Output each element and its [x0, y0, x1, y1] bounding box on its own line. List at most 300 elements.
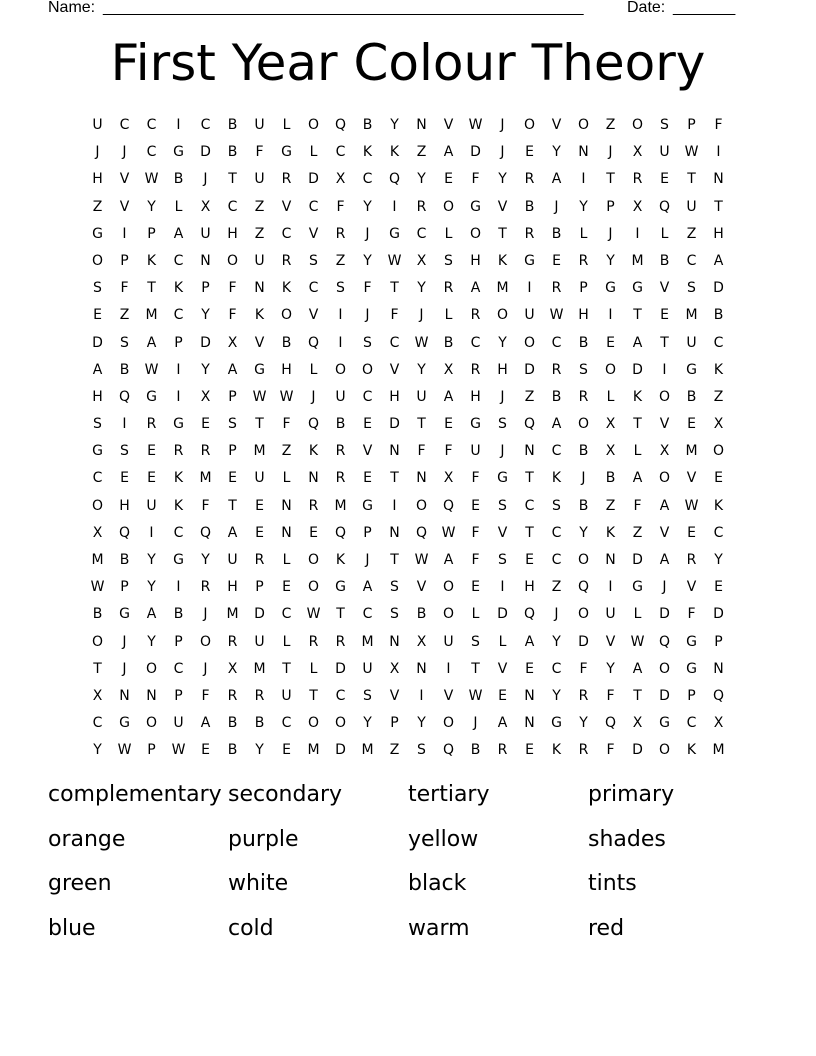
- grid-cell: D: [92, 334, 103, 351]
- grid-cell: S: [498, 416, 507, 433]
- word-list-item: white: [228, 871, 289, 897]
- word-list-item: tints: [588, 871, 637, 897]
- grid-cell: P: [579, 280, 588, 297]
- grid-cell: O: [577, 552, 590, 568]
- grid-cell: U: [605, 606, 616, 623]
- grid-cell: T: [390, 280, 399, 297]
- grid-cell: Y: [363, 715, 372, 732]
- word-list-item: cold: [228, 915, 274, 941]
- grid-cell: Y: [552, 687, 561, 704]
- grid-cell: Z: [524, 388, 535, 405]
- grid-cell: M: [226, 606, 239, 623]
- grid-cell: X: [659, 443, 670, 460]
- grid-cell: T: [633, 307, 642, 324]
- grid-cell: E: [93, 307, 102, 324]
- grid-cell: R: [443, 280, 454, 297]
- grid-cell: X: [416, 633, 427, 650]
- grid-cell: H: [713, 225, 724, 242]
- grid-cell: G: [281, 144, 292, 161]
- grid-cell: B: [551, 225, 562, 242]
- grid-cell: V: [254, 334, 265, 351]
- grid-cell: Y: [606, 660, 615, 677]
- grid-cell: T: [525, 470, 534, 487]
- grid-cell: T: [255, 416, 264, 433]
- grid-cell: O: [442, 198, 455, 215]
- grid-cell: K: [173, 497, 184, 514]
- grid-cell: S: [120, 334, 129, 351]
- grid-cell: C: [281, 606, 292, 623]
- grid-cell: W: [252, 388, 267, 405]
- grid-cell: A: [497, 715, 508, 732]
- grid-cell: C: [119, 117, 130, 133]
- grid-cell: F: [282, 416, 291, 433]
- grid-cell: I: [581, 171, 586, 188]
- grid-cell: X: [632, 144, 643, 161]
- grid-cell: J: [608, 144, 613, 161]
- grid-cell: S: [120, 443, 129, 460]
- grid-cell: W: [414, 334, 429, 351]
- grid-cell: T: [282, 660, 291, 677]
- grid-cell: J: [95, 144, 100, 161]
- grid-cell: I: [338, 334, 343, 351]
- grid-cell: B: [92, 606, 103, 623]
- grid-cell: O: [658, 660, 671, 677]
- grid-cell: M: [145, 307, 158, 324]
- grid-cell: I: [662, 361, 667, 378]
- grid-cell: Q: [658, 633, 671, 650]
- grid-cell: Y: [93, 742, 102, 759]
- grid-cell: A: [146, 606, 157, 623]
- grid-cell: E: [471, 497, 480, 514]
- grid-cell: R: [497, 742, 508, 759]
- grid-cell: S: [390, 579, 399, 596]
- grid-cell: U: [254, 633, 265, 650]
- grid-cell: F: [363, 280, 372, 297]
- grid-cell: S: [93, 416, 102, 433]
- grid-cell: U: [200, 225, 211, 242]
- grid-cell: G: [119, 606, 130, 623]
- grid-cell: U: [362, 660, 373, 677]
- grid-cell: K: [497, 252, 508, 269]
- grid-cell: G: [686, 361, 697, 378]
- grid-cell: D: [713, 280, 724, 297]
- grid-cell: Y: [201, 307, 210, 324]
- grid-cell: F: [390, 307, 399, 324]
- word-list-item: warm: [408, 915, 470, 941]
- grid-cell: A: [632, 660, 643, 677]
- grid-cell: H: [497, 361, 508, 378]
- grid-cell: V: [308, 307, 319, 324]
- grid-cell: D: [632, 361, 643, 378]
- grid-cell: T: [309, 687, 318, 704]
- grid-cell: V: [497, 524, 508, 541]
- grid-cell: J: [500, 144, 505, 161]
- grid-cell: C: [551, 660, 562, 677]
- grid-cell: Z: [119, 307, 130, 324]
- grid-cell: O: [145, 715, 158, 732]
- grid-cell: O: [199, 633, 212, 650]
- grid-cell: L: [606, 388, 615, 405]
- grid-cell: L: [660, 225, 669, 242]
- grid-cell: O: [712, 443, 725, 460]
- grid-cell: Q: [523, 606, 536, 623]
- grid-cell: T: [633, 416, 642, 433]
- grid-cell: W: [387, 252, 402, 269]
- grid-cell: E: [255, 497, 264, 514]
- grid-cell: E: [498, 687, 507, 704]
- grid-cell: B: [281, 334, 292, 351]
- grid-cell: O: [307, 552, 320, 568]
- grid-cell: O: [307, 117, 320, 133]
- grid-cell: U: [92, 117, 103, 133]
- grid-cell: M: [199, 470, 212, 487]
- grid-cell: K: [389, 144, 400, 161]
- grid-cell: J: [122, 660, 127, 677]
- grid-cell: X: [443, 470, 454, 487]
- grid-cell: F: [633, 497, 642, 514]
- grid-cell: P: [228, 388, 237, 405]
- grid-cell: Z: [713, 388, 724, 405]
- grid-cell: S: [363, 334, 372, 351]
- grid-cell: U: [659, 144, 670, 161]
- grid-cell: R: [551, 361, 562, 378]
- grid-cell: N: [578, 144, 589, 161]
- grid-cell: C: [713, 334, 724, 351]
- grid-cell: M: [685, 307, 698, 324]
- grid-cell: Y: [363, 252, 372, 269]
- grid-cell: O: [523, 117, 536, 133]
- grid-cell: E: [363, 470, 372, 487]
- grid-cell: R: [470, 307, 481, 324]
- grid-cell: U: [470, 443, 481, 460]
- grid-cell: U: [173, 715, 184, 732]
- grid-cell: C: [362, 606, 373, 623]
- grid-cell: J: [203, 606, 208, 623]
- grid-cell: Q: [118, 388, 131, 405]
- grid-cell: Q: [334, 524, 347, 541]
- grid-cell: K: [173, 280, 184, 297]
- grid-cell: W: [630, 633, 645, 650]
- grid-cell: N: [200, 252, 211, 269]
- grid-cell: E: [525, 552, 534, 568]
- grid-cell: U: [227, 552, 238, 568]
- grid-cell: X: [713, 416, 724, 433]
- grid-cell: R: [173, 443, 184, 460]
- grid-cell: Q: [334, 117, 347, 133]
- grid-cell: K: [686, 742, 697, 759]
- grid-cell: J: [419, 307, 424, 324]
- grid-cell: A: [227, 361, 238, 378]
- grid-cell: I: [176, 117, 181, 133]
- grid-cell: A: [659, 552, 670, 568]
- grid-cell: D: [713, 606, 724, 623]
- grid-cell: I: [635, 225, 640, 242]
- grid-cell: Y: [498, 171, 507, 188]
- grid-cell: W: [684, 144, 699, 161]
- grid-cell: R: [227, 687, 238, 704]
- grid-cell: I: [392, 497, 397, 514]
- grid-cell: R: [227, 633, 238, 650]
- grid-cell: E: [714, 470, 723, 487]
- grid-cell: J: [500, 117, 505, 133]
- grid-cell: V: [686, 579, 697, 596]
- grid-cell: Z: [632, 524, 643, 541]
- word-list-item: blue: [48, 915, 96, 941]
- grid-cell: F: [714, 117, 723, 133]
- grid-cell: W: [144, 361, 159, 378]
- grid-cell: G: [470, 416, 481, 433]
- grid-cell: J: [500, 388, 505, 405]
- grid-cell: Z: [686, 225, 697, 242]
- grid-cell: M: [496, 280, 509, 297]
- grid-cell: T: [525, 524, 534, 541]
- grid-cell: C: [173, 524, 184, 541]
- grid-cell: G: [119, 715, 130, 732]
- grid-cell: P: [687, 687, 696, 704]
- grid-cell: P: [228, 443, 237, 460]
- grid-cell: N: [416, 470, 427, 487]
- grid-cell: H: [119, 497, 130, 514]
- grid-cell: X: [632, 198, 643, 215]
- grid-cell: C: [308, 280, 319, 297]
- grid-cell: I: [392, 198, 397, 215]
- grid-cell: B: [227, 117, 238, 133]
- grid-cell: W: [684, 497, 699, 514]
- grid-cell: H: [227, 579, 238, 596]
- page-title: First Year Colour Theory: [110, 34, 706, 92]
- grid-cell: P: [390, 715, 399, 732]
- word-list-item: complementary: [48, 782, 222, 807]
- grid-cell: R: [551, 280, 562, 297]
- grid-cell: G: [632, 579, 643, 596]
- grid-cell: R: [578, 742, 589, 759]
- grid-cell: Y: [255, 742, 264, 759]
- grid-cell: A: [443, 144, 454, 161]
- grid-cell: Q: [577, 579, 590, 596]
- grid-cell: O: [307, 715, 320, 732]
- grid-cell: J: [122, 144, 127, 161]
- grid-cell: T: [336, 606, 345, 623]
- grid-cell: O: [91, 633, 104, 650]
- grid-cell: T: [714, 198, 723, 215]
- grid-cell: C: [686, 715, 697, 732]
- grid-cell: Q: [118, 524, 131, 541]
- grid-cell: T: [471, 660, 480, 677]
- grid-cell: A: [92, 361, 103, 378]
- grid-cell: E: [660, 307, 669, 324]
- grid-cell: E: [147, 470, 156, 487]
- grid-cell: Q: [658, 198, 671, 215]
- grid-cell: Y: [417, 280, 426, 297]
- grid-cell: S: [309, 252, 318, 269]
- grid-cell: E: [201, 416, 210, 433]
- grid-cell: A: [173, 225, 184, 242]
- grid-cell: O: [523, 334, 536, 351]
- name-label: Name:: [48, 0, 96, 16]
- grid-cell: L: [444, 307, 453, 324]
- grid-cell: G: [146, 388, 157, 405]
- grid-cell: V: [443, 687, 454, 704]
- grid-cell: R: [524, 225, 535, 242]
- grid-cell: P: [363, 524, 372, 541]
- grid-cell: T: [687, 171, 696, 188]
- grid-cell: B: [659, 252, 670, 269]
- grid-cell: G: [92, 225, 103, 242]
- grid-cell: G: [470, 198, 481, 215]
- grid-cell: B: [119, 552, 130, 568]
- grid-cell: C: [389, 334, 400, 351]
- grid-cell: S: [336, 280, 345, 297]
- grid-cell: X: [605, 443, 616, 460]
- grid-cell: X: [335, 171, 346, 188]
- grid-cell: Z: [416, 144, 427, 161]
- grid-cell: F: [471, 171, 480, 188]
- grid-cell: H: [470, 252, 481, 269]
- grid-cell: V: [686, 470, 697, 487]
- grid-cell: M: [361, 742, 374, 759]
- grid-cell: F: [201, 687, 210, 704]
- grid-cell: O: [577, 606, 590, 623]
- grid-cell: O: [280, 307, 293, 324]
- grid-cell: R: [254, 687, 265, 704]
- grid-cell: M: [685, 443, 698, 460]
- grid-cell: D: [335, 742, 346, 759]
- grid-cell: Y: [147, 198, 156, 215]
- grid-cell: J: [203, 660, 208, 677]
- grid-cell: E: [309, 524, 318, 541]
- grid-cell: G: [254, 361, 265, 378]
- grid-cell: T: [228, 497, 237, 514]
- grid-cell: P: [174, 334, 183, 351]
- grid-cell: P: [174, 687, 183, 704]
- grid-cell: U: [254, 470, 265, 487]
- grid-cell: T: [147, 280, 156, 297]
- grid-cell: G: [173, 144, 184, 161]
- grid-cell: K: [281, 280, 292, 297]
- grid-cell: C: [281, 715, 292, 732]
- grid-cell: D: [659, 687, 670, 704]
- word-list-item: black: [408, 871, 467, 897]
- grid-cell: A: [524, 633, 535, 650]
- grid-cell: E: [120, 470, 129, 487]
- grid-cell: E: [363, 416, 372, 433]
- grid-cell: S: [498, 552, 507, 568]
- grid-cell: C: [146, 117, 157, 133]
- grid-cell: C: [146, 144, 157, 161]
- grid-cell: E: [714, 579, 723, 596]
- grid-cell: D: [524, 361, 535, 378]
- grid-cell: T: [390, 470, 399, 487]
- grid-cell: R: [524, 171, 535, 188]
- grid-cell: P: [606, 198, 615, 215]
- grid-cell: J: [473, 715, 478, 732]
- grid-cell: G: [524, 252, 535, 269]
- grid-cell: K: [551, 742, 562, 759]
- grid-cell: C: [200, 117, 211, 133]
- grid-cell: N: [389, 443, 400, 460]
- grid-cell: I: [446, 660, 451, 677]
- grid-cell: R: [308, 633, 319, 650]
- grid-cell: G: [362, 497, 373, 514]
- grid-cell: B: [578, 497, 589, 514]
- grid-cell: I: [527, 280, 532, 297]
- grid-cell: C: [470, 334, 481, 351]
- grid-cell: K: [713, 361, 724, 378]
- word-list-item: orange: [48, 826, 126, 852]
- grid-cell: D: [659, 606, 670, 623]
- grid-cell: G: [686, 633, 697, 650]
- grid-cell: W: [306, 606, 321, 623]
- grid-cell: R: [200, 579, 211, 596]
- grid-cell: A: [443, 552, 454, 568]
- grid-cell: K: [605, 524, 616, 541]
- grid-cell: E: [282, 579, 291, 596]
- grid-cell: S: [579, 361, 588, 378]
- grid-cell: F: [471, 470, 480, 487]
- grid-cell: T: [93, 660, 102, 677]
- grid-cell: S: [228, 416, 237, 433]
- header-line: [48, 0, 748, 20]
- grid-cell: E: [228, 470, 237, 487]
- grid-cell: G: [335, 579, 346, 596]
- grid-cell: R: [281, 171, 292, 188]
- grid-cell: F: [255, 144, 264, 161]
- grid-cell: V: [551, 117, 562, 133]
- grid-cell: G: [605, 280, 616, 297]
- grid-cell: A: [551, 416, 562, 433]
- grid-cell: C: [227, 198, 238, 215]
- grid-cell: N: [254, 280, 265, 297]
- grid-cell: Z: [254, 198, 265, 215]
- grid-cell: E: [471, 579, 480, 596]
- grid-cell: J: [554, 198, 559, 215]
- grid-cell: B: [551, 388, 562, 405]
- grid-cell: N: [389, 633, 400, 650]
- grid-cell: K: [173, 470, 184, 487]
- grid-cell: W: [117, 742, 132, 759]
- grid-cell: V: [389, 687, 400, 704]
- grid-cell: V: [119, 198, 130, 215]
- grid-cell: B: [416, 606, 427, 623]
- grid-cell: G: [686, 660, 697, 677]
- grid-cell: K: [632, 388, 643, 405]
- grid-cell: S: [363, 687, 372, 704]
- grid-cell: M: [361, 633, 374, 650]
- grid-cell: D: [632, 742, 643, 759]
- grid-cell: X: [200, 388, 211, 405]
- grid-cell: Y: [147, 633, 156, 650]
- grid-cell: G: [92, 443, 103, 460]
- grid-cell: S: [417, 742, 426, 759]
- grid-cell: U: [416, 388, 427, 405]
- grid-cell: Q: [712, 687, 725, 704]
- grid-cell: J: [581, 470, 586, 487]
- grid-cell: S: [471, 633, 480, 650]
- grid-cell: C: [308, 198, 319, 215]
- grid-cell: U: [254, 171, 265, 188]
- grid-cell: O: [415, 497, 428, 514]
- grid-cell: X: [443, 361, 454, 378]
- word-list-item: secondary: [228, 782, 343, 807]
- grid-cell: Y: [417, 171, 426, 188]
- grid-cell: A: [713, 252, 724, 269]
- grid-cell: Y: [201, 361, 210, 378]
- grid-cell: O: [334, 361, 347, 378]
- grid-cell: V: [497, 660, 508, 677]
- grid-cell: S: [444, 252, 453, 269]
- grid-cell: O: [604, 361, 617, 378]
- grid-cell: H: [92, 171, 103, 188]
